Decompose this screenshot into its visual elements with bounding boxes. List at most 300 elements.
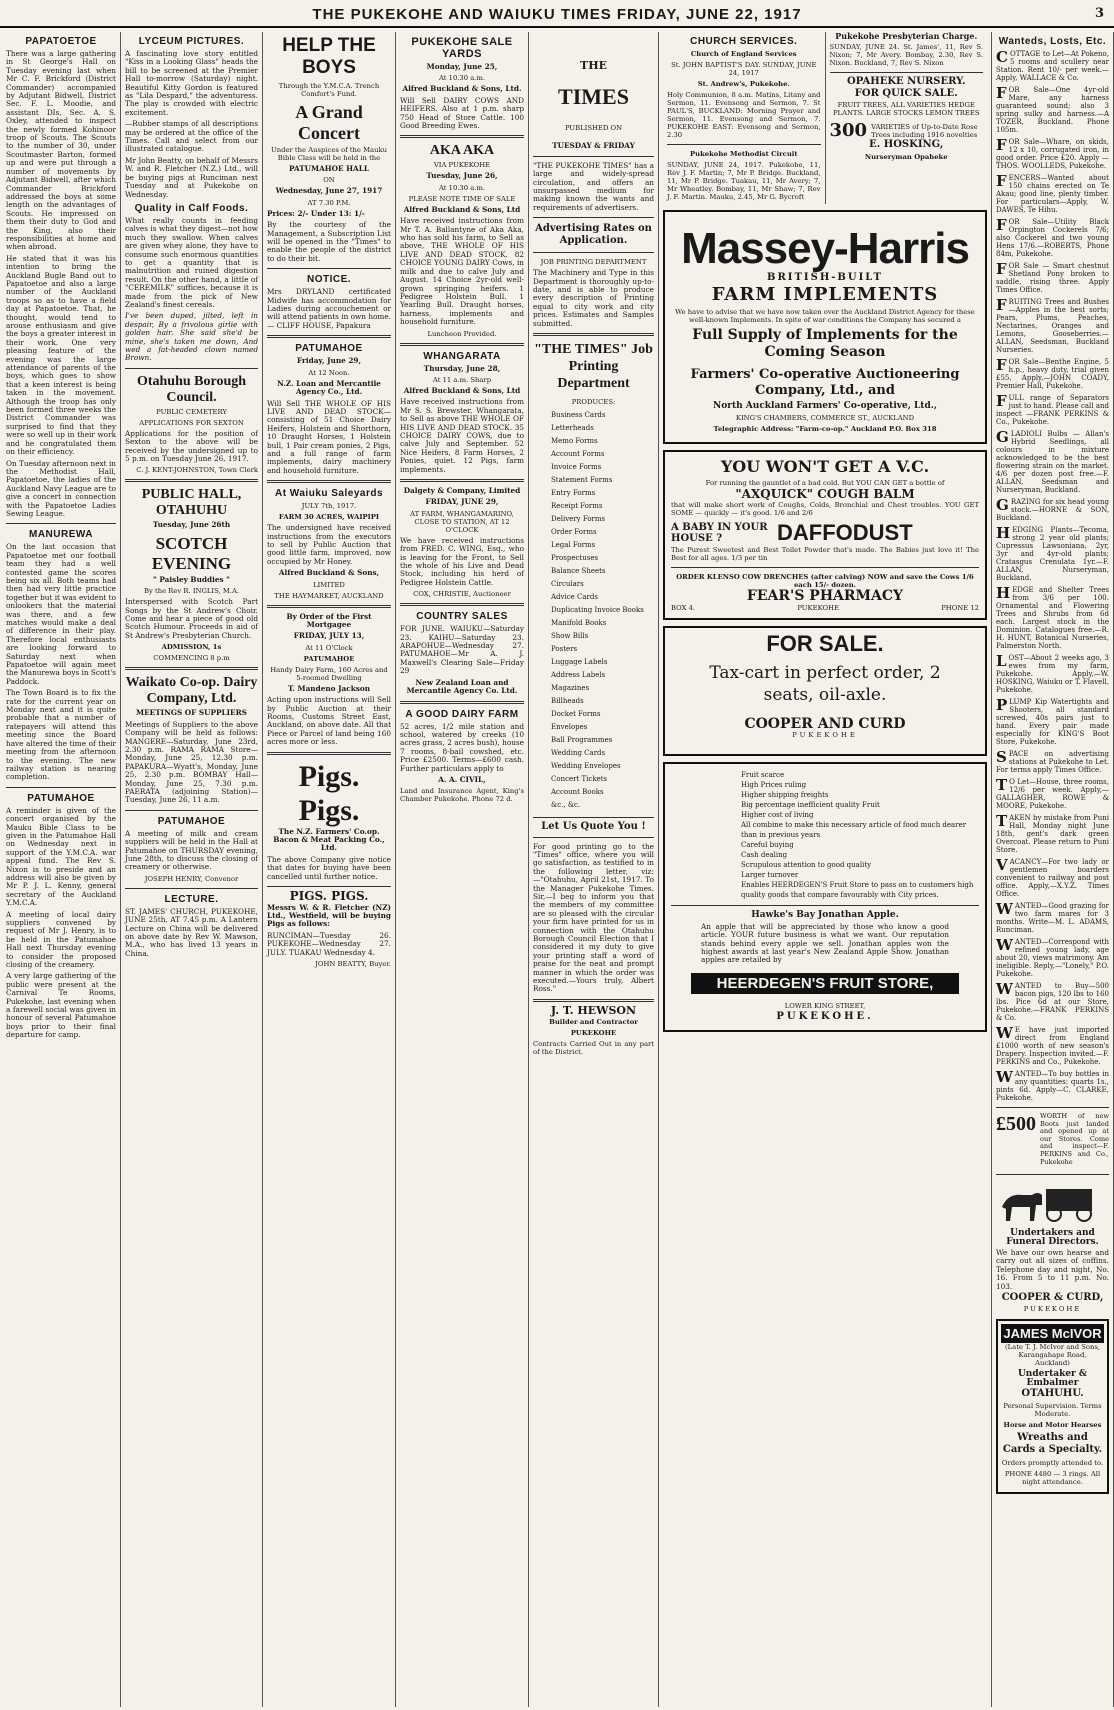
akaaka-sub: VIA PUKEKOHE (433, 161, 491, 170)
column-5 (529, 32, 659, 1707)
divider (533, 217, 654, 218)
akaaka-paragraph: Have received instructions from Mr T. A. Ballantyne of Aka Aka, who has sold his farm, to Sell as above, THE WHOLE OF HIS LIVE AND DEAD STOCK. 82 CHOICE YOUNG DAIRY Cows, in milk and due to calve July and August. 14 Choice 2yr-old well-grown springing heifers. 1 Pedigree Holstein Bull. 1 Yearling Bull. Draught horses, harness, implements and household furniture. (400, 216, 524, 327)
lecture-heading: LECTURE. (164, 893, 219, 905)
product-item: Delivery Forms (551, 515, 606, 524)
patumahoe-heading: PATUMAHOE (157, 815, 226, 827)
taxcart-text: Tax-cart in perfect order, 2 seats, oil-axle. (709, 663, 941, 706)
mcivor-place: OTAHUHU. (1021, 1388, 1084, 1400)
fears-footer (671, 604, 979, 612)
alfred-ltd: LIMITED (313, 580, 345, 589)
alfred-label: Alfred Buckland & Sons, Ltd (403, 385, 521, 395)
scotch-evening-heading: SCOTCH EVENING (151, 533, 232, 573)
column-3 (263, 32, 396, 1707)
mcivor-personal: Personal Supervision. Terms Moderate. (1003, 1401, 1102, 1418)
product-item: Luggage Labels (551, 658, 608, 667)
sale-date: Monday, June 25, (426, 62, 498, 71)
methodist-heading: Pukekohe Methodist Circuit (690, 150, 798, 158)
mortgagee-time: At 11 O'Clock (305, 643, 353, 652)
jackson-paragraph: Acting upon instructions will Sell by Public Auction at their Rooms, Customs Street East, Auckland, on above date. All that Piece or Parcel of land being 160 acres more or less. (267, 695, 391, 747)
mortgagee-place: PATUMAHOE (303, 654, 355, 663)
fruit-item: Fruit scarce (741, 771, 785, 780)
product-item: Statement Forms (551, 476, 613, 485)
help-boys-heading: HELP THE BOYS (282, 35, 376, 78)
papatoetoe-paragraph: There was a large gathering in St George's Hall on Tuesday evening last when Mr C. F. Brickford (District Commander) accompanied by Adjutant Bidwell, District Sec. F. L. Moodie, and assistant DIs, Sec. A. S. Oxley, attended to inspect the newly formed Kohinoor troop of Scouts. The Scouts to the number of 30, under Scoutmaster Barton, formed up and were put through a number of movements by Adjutant Bidwell, after which Commander Brickford addressed the boys at some length on the advantages of Scouts. He impressed on them their duty to God and the King, also their responsibilities at home and when abroad. (6, 49, 116, 252)
waiuku-date: JULY 7th, 1917. (301, 502, 357, 511)
dalgety-place: AT FARM, WHANGAMARINO, CLOSE TO STATION, AT 12 O'CLOCK (410, 509, 514, 534)
whangarata-time: At 11 a.m. Sharp (432, 375, 492, 384)
akaaka-time: At 10.30 a.m. (438, 183, 486, 192)
classified-ad: PLUMP Kip Watertights and Shooters, all standard screwed, 40s pairs just to hand. Every pair made especially for KING'S Boot Store, Pukekohe. (996, 696, 1109, 746)
product-item: Prospectuses (551, 554, 599, 563)
admission: ADMISSION, 1s (161, 643, 222, 652)
classified-ad: FOR Sale—Utility Black Orpington Cockerels 7/6; also Cockerel and two young Hens 17/6.—ROBERTS, Phone 84m, Pukekohe. (996, 216, 1109, 258)
nurseryman-label: Nurseryman Opaheke (864, 152, 948, 161)
product-item: Letterheads (551, 424, 594, 433)
quote-label: Let Us Quote You ! (541, 821, 646, 833)
product-item: Order Forms (551, 528, 597, 537)
sexton-label: APPLICATIONS FOR SEXTON (139, 418, 244, 427)
patumahoe-heading: PATUMAHOE (295, 343, 363, 355)
manurewa-paragraph: The Town Board is to fix the rate for the current year on Monday next and it is quite probable that a number of ratepayers will attend this meeting since the Board have altered the time of their meeting from the afternoon to the evening. The new railway station is nearing completion. (6, 688, 116, 782)
product-item: Magazines (551, 684, 590, 693)
patumahoe-paragraph: A very large gathering of the public were present at the Carnival Te Rooms, Pukekohe, last evening when a farewell social was given in honour of several Patumahoe boys prior to their final departure for camp. (6, 971, 116, 1040)
concert-date: Wednesday, June 27, 1917 (275, 186, 383, 196)
mcivor-banner: JAMES McIVOR (1001, 1324, 1104, 1343)
product-item: Wedding Envelopes (551, 762, 621, 771)
pounds-big: £500 (996, 1113, 1036, 1135)
methodist-text: SUNDAY, JUNE 24, 1917. Pukekohe, 11, Rev J. F. Martin; 7, Mr P. Bridge. Buckland, 11, Mr P. Bridge. Tuakau, 11, Mr Avery; 7, Mr Wheatley. Bombay, 11, Mr Shaw; 7, Rev J. F. Martin. Mauku, 2.45, Mr G. Bycroft (667, 161, 821, 201)
product-item: Billheads (551, 697, 584, 706)
published-label: PUBLISHED ON (564, 124, 623, 133)
papatoetoe-paragraph: He stated that it was his intention to bring the Auckland Bugle Band out to Papatoetoe and also a large number of the Auckland troops so as to have a field day at Papatoetoe. That, he thought, would tend to arouse enthusiasm and give the boys a greater interest in their work. One very pleasing feature of the evening was the large attendance of parents of the boys, which goes to show that a keen interest is being taken in the movement. Although the troop has only been formed three weeks the District Commander was surprised to find that they were so well up in their work and he congratulated them on their efficiency. (6, 253, 116, 457)
cooper-place: PUKEKOHE (1023, 1305, 1082, 1314)
job-paragraph: The Machinery and Type in this Department is thoroughly up-to-date, and is able to produce every description of Printing equal to city work and city prices. Estimates and Samples submitted. (533, 268, 654, 328)
patumahoe-heading: PATUMAHOE (27, 792, 95, 804)
divider (667, 144, 821, 145)
times-paragraph: "THE PUKEKOHE TIMES" has a large and widely-spread circulation, and offers an unsurpassed medium for making known the wants and requirements of advertisers. (533, 160, 654, 212)
divider (996, 1174, 1109, 1175)
jackson-label: T. Mandeno Jackson (287, 683, 371, 693)
fletcher-schedule: RUNCIMAN—Tuesday 26. PUKEKOHE—Wednesday 27. JULY. TUAKAU Wednesday 4. (267, 930, 391, 957)
produces-label: PRODUCES: (571, 398, 616, 407)
waiuku-paragraph: The undersigned have received instructions from the executors to sell by Public Auction that good little farm, improved, now occupied by Mr Honey. (267, 523, 391, 566)
pigs-subheading: PIGS. PIGS. (289, 889, 369, 904)
classified-ad: FULL range of Separators just to hand. Please call and inspect —FRANK PERKINS & Co., Pukekohe. (996, 392, 1109, 426)
fears-box: BOX 4. (671, 603, 696, 612)
dairy-farm-heading: A GOOD DAIRY FARM (405, 708, 519, 720)
fletcher-label: Messrs W. & R. Fletcher (NZ) Ltd., Westfield, will be buying Pigs as follows: (267, 902, 391, 929)
divider (830, 72, 984, 73)
classified-ad: GRAZING for six head young stock.—HORNE & SON, Buckland. (996, 496, 1109, 522)
axquick-label: "AXQUICK" COUGH BALM (735, 486, 915, 501)
classified-ad: WANTED—To buy bottles in any quantities: quarts 1s., pints 6d. Apply—C. CLARKE, Pukekohe. (996, 1068, 1109, 1102)
fruit-item: Larger turnover (741, 871, 799, 880)
product-item: Account Forms (551, 450, 605, 459)
farmers-coop: Farmers' Co-operative Auctioneering Company, Ltd., and (690, 367, 960, 399)
papatoetoe-paragraph: On Tuesday afternoon next in the Methodist Hall, Papatoetoe, the ladies of the Auckland Navy League are to give a concert in connection with the Papatoetoe Ladies Sewing League. (6, 458, 116, 518)
north-auckland: North Auckland Farmers' Co-operative, Ltd., (712, 401, 938, 412)
heerdegen-place: PUKEKOHE. (776, 1010, 874, 1022)
letter-paragraph: For good printing go to the "Times" office, where you will go satisfaction, as testified to in the following letter, viz:—"Otahuhu, April 21st, 1917. To the Manager Pukekohe Times. Sir,—I beg to inform you that the members of my committee are so pleased with the circular your firm have printed for us in connection with the Otahuhu Borough Council Election that I considered it my duty to give your printing staff a word of praise for the neat and prompt manner in which the order was executed.—Yours truly, Albert Ross." (533, 841, 654, 994)
manurewa-heading: MANUREWA (29, 529, 93, 541)
mortgagee-date: FRIDAY, JULY 13, (293, 631, 365, 641)
varieties-row (830, 120, 984, 141)
divider (125, 888, 258, 889)
dairy-farm-paragraph: 52 acres, 1/2 mile station and school, watered by creeks (10 acres grass, 2 acres bush), house 7 rooms, 8-bail cowshed, etc. Price £2500. Terms—£600 cash. Further particulars apply to (400, 721, 524, 773)
product-item: Show Bills (551, 632, 589, 641)
otahuhu-signature: C. J. KENT-JOHNSTON, Town Clerk (136, 466, 258, 475)
job-big-heading: "THE TIMES" Job Printing Department (534, 342, 653, 392)
heerdegen-address: LOWER KING STREET, (784, 1001, 866, 1010)
dalgety-label: Dalgety & Company, Limited (403, 486, 521, 495)
church-england: Church of England Services (690, 50, 797, 58)
classified-ad: TAKEN by mistake from Puni Hall, Monday night June 18th, gent's dark green Overcoat. Please return to Puni Store. (996, 812, 1109, 854)
baby-row (671, 520, 979, 546)
divider (533, 817, 654, 818)
massey-harris-ad (663, 210, 987, 444)
divider (533, 156, 654, 157)
nzloan-label: New Zealand Loan and Mercantile Agency Co. Ltd. (406, 677, 518, 696)
country-sales-heading: COUNTRY SALES (416, 611, 508, 623)
civil-label: A. A. CIVIL, (438, 774, 486, 784)
country-sales-paragraph: FOR JUNE. WAIUKU—Saturday 23. KAIHU—Saturday 23. ARAPOHUE—Wednesday 27. PATUMAHOE—Mr A. J. Maxwell's Clearing Sale—Friday 29 (400, 624, 524, 676)
lyceum-heading: LYCEUM PICTURES. (138, 36, 245, 47)
presbyterian-heading: Pukekohe Presbyterian Charge. (835, 32, 978, 41)
concert-time: AT 7.30 P.M. (307, 198, 351, 207)
fruit-list (671, 770, 979, 900)
haymarket: THE HAYMARKET, AUCKLAND (274, 591, 384, 600)
divider (533, 837, 654, 838)
patumahoe-paragraph: A meeting of milk and cream suppliers will be held in the Hall at Patumahoe on THURSDAY evening, June 28th, to discuss the closing of creamery or otherwise. (125, 828, 258, 872)
notice-heading: NOTICE. (306, 274, 352, 286)
boots-ad (996, 1113, 1109, 1169)
divider (6, 787, 116, 788)
papatoetoe-heading: PAPATOETOE (25, 36, 97, 47)
wanted-list (996, 50, 1109, 1102)
hewson-sub: Builder and Contractor (549, 1018, 638, 1027)
divider (400, 603, 524, 606)
classified-ad: TO Let—House, three rooms, 12/6 per week. Apply,—GALLAGHER, ROWE & MOORE, Pukekohe. (996, 776, 1109, 810)
product-item: Memo Forms (551, 437, 598, 446)
product-item: Posters (551, 645, 578, 654)
presbyterian-text: SUNDAY, JUNE 24. St. James', 11, Rev S. Nixon; 7, Mr Avery. Bombay, 2.30, Rev S. Nixon. Buckland, 7, Rev S. Nixon (829, 43, 983, 68)
page-number: 3 (1094, 6, 1104, 21)
axquick-text: that will make short work of Coughs, Colds, Bronchial and Chest troubles. YOU GET SOME — quickly — it's good. 1/6 and 2/6 (671, 501, 979, 518)
paisley-title: " Paisley Buddies " (153, 574, 230, 584)
classified-ad: HEDGING Plants—Tecoma, strong 2 year old plants; Cupressus Lawsoniana, 2yr, 3yr and 4yr-old plants; Cratasgus Crenulata 1yr.—F. ALLAN, Nurseryman, Buckland. (996, 524, 1109, 582)
hawke-paragraph: An apple that will be appreciated by those who know a good article. YOUR future business is what we want. Our reputation stands behind every apple we sell. Jonathan apples won the highest awards at last year's New Zealand Apple Show. Jonathan apples are retailed by (701, 921, 949, 965)
calf-heading: Quality in Calf Foods. (134, 202, 249, 214)
fruit-item: Cash dealing (741, 851, 788, 860)
waikato-paragraph: Meetings of Suppliers to the above Company will be held as follows: MANGERE—Saturday, June 23rd, 2.30 p.m. RAMA RAMA Store—Monday, June 25, 12.30 p.m. PAPAKURA—Wyatt's, Monday, June 25, 2.30 p.m. BOMBAY Hall—Monday, June 25, 7.30 p.m. PAERATA (adjoining Station)—Tuesday, June 26, 11 a.m. (125, 719, 258, 805)
classified-ad: FRUITING Trees and Bushes—Apples in the best sorts; Pears, Plums, Peaches, Nectarines, Oranges and Lemons, Gooseberries.—ALLAN, Seedsman, Buckland Nurseries. (996, 296, 1109, 354)
baby-label: A BABY IN YOUR HOUSE ? (671, 522, 768, 545)
classified-ad: LOST—About 2 weeks ago, 3 ewes from my farm, Pukekohe. Apply,—W. HOSKING, Waiuku or T. Flavell, Pukekohe. (996, 652, 1109, 694)
patumahoe-paragraph: A reminder is given of the concert organised by the Mauku Bible Class to be given in the Patumahoe Hall on Wednesday next in support of the Y.M.C.A. war appeal fund. The Rev S. Nixon is to preside and an address will also be given by Mr P. J. L. Kenny, general secretary of the Auckland Y.M.C.A. (6, 805, 116, 908)
rates-label: Advertising Rates on Application. (535, 223, 652, 247)
vc-text: For running the gauntlet of a bad cold. But YOU CAN GET a bottle of (705, 478, 945, 487)
varieties-text: VARIETIES of Up-to-Date Rose Trees including 1916 novelties (871, 122, 978, 139)
classified-ad: FOR Sale—Whare, on skids, 12 x 10, corrugated iron, in good order. Price £20. Apply — THOS. WOOLLEDS, Pukekohe. (996, 136, 1109, 170)
telegraph: Telegraphic Address: "Farm-co-op." Auckland P.O. Box 318 (713, 424, 937, 433)
divider (125, 368, 258, 369)
akaaka-heading: AKA AKA (429, 143, 495, 159)
product-item: Manifold Books (551, 619, 607, 628)
pigs-heading: Pigs. Pigs. (298, 759, 360, 827)
divider (671, 905, 979, 906)
dalgety-paragraph: We have received instructions from FRED. C. WING, Esq., who is leaving for the Front, to Sell the whole of his Live and Dead Stock, including his herd of Pedigree Holstein Cattle. (400, 535, 524, 587)
sale-paragraph: Will Sell DAIRY COWS AND HEIFERS. Also at 1 p.m. sharp 750 Head of Store Cattle. 100 Good Breeding Ewes. (400, 95, 524, 131)
concert-prices: Prices: 2/- Under 13: 1/- (267, 208, 365, 218)
fruit-item: All combine to make this necessary article of food much dearer than in previous years (741, 821, 967, 840)
classified-ad: GLADIOLI Bulbs — Allan's Hybrid Seedlings, all colours in mixture acknowledged to be the best flowering strain on the market. 4/6 per dozen post free.—F. ALLAN, Seedsman and Nurseryman, Buckland. (996, 428, 1109, 494)
hosking-label: E. HOSKING, (869, 139, 944, 151)
product-item: Concert Tickets (551, 775, 608, 784)
classified-ad: FOR Sale — Smart chestnut Shetland Pony broken to saddle, rising three. Apply Times Office. (996, 260, 1109, 294)
vc-heading: YOU WON'T GET A V.C. (720, 456, 930, 476)
divider (400, 343, 524, 346)
product-item: Address Labels (551, 671, 606, 680)
divider (533, 252, 654, 253)
classified-ad: SPACE on advertising stations at Pukekohe to Let. For terms apply Times Office. (996, 748, 1109, 774)
nzloan-paragraph: Will Sell THE WHOLE OF HIS LIVE AND DEAD STOCK—consisting of 51 Choice Dairy Heifers, Holstein and Shorthorn, 10 Draught Horses, 1 Holstein bull, 1 Pair cream ponies, 2 Pigs, and a full range of farm implements, dairy machinery and household furniture. (267, 398, 391, 475)
public-hall-heading: PUBLIC HALL, OTAHUHU (141, 487, 242, 519)
patumahoe-time: At 12 Noon. (308, 368, 350, 377)
fruit-item: Scrupulous attention to good quality (741, 861, 872, 870)
mcivor-role: Undertaker & Embalmer (1017, 1369, 1088, 1388)
waiuku-sub: FARM 30 ACRES, WAIPIPI (278, 513, 380, 522)
cooper-place: PUKEKOHE (792, 731, 858, 740)
nursery-heading: OPAHEKE NURSERY. (847, 76, 966, 88)
divider (6, 523, 116, 524)
fears-phone: PHONE 12 (941, 603, 979, 612)
product-item: Account Books (551, 788, 604, 797)
fears-place: PUKEKOHE (797, 603, 839, 612)
the-label: THE (580, 59, 607, 72)
hearse-illustration-icon (998, 1181, 1108, 1223)
alfred-label: Alfred Buckland & Sons, (278, 568, 380, 578)
notice-paragraph: Mrs DRYLAND certificated Midwife has accommodation for Ladies during accouchement or will attend patients in own home. — CLIFF HOUSE, Papakura (267, 287, 391, 330)
divider (267, 335, 391, 338)
public-hall-date: Tuesday, June 26th (152, 520, 231, 530)
classified-ad: COTTAGE to Let—At Pokeno, 5 rooms and scullery near Station. Rent 10/- per week.—Apply, WALLACE & Co. (996, 48, 1109, 82)
fruit-item: Higher shipping freights (741, 791, 829, 800)
divider (267, 605, 391, 608)
job-heading: JOB PRINTING DEPARTMENT (540, 258, 647, 267)
fruit-item: Careful buying (741, 841, 794, 850)
civil-paragraph: Land and Insurance Agent, King's Chamber Pukekohe. Phone 72 d. (400, 787, 524, 804)
full-supply: Full Supply of Implements for the Coming Season (692, 327, 958, 361)
mcivor-phone: PHONE 4480 — 3 rings. All night attendance. (1004, 1469, 1101, 1486)
help-paragraph: By the courtesy of the Management, a Subscription List will be opened in the "Times" to enable the people of the district to do their bit. (267, 220, 391, 263)
dalgety-date: FRIDAY, JUNE 29, (425, 497, 499, 507)
lecture-paragraph: ST. JAMES' CHURCH, PUKEKOHE, JUNE 25th, AT 7.45 p.m. A Lantern Lecture on China will be delivered on above date by Rev W. Mawson, M.A., who has lived 13 years in China. (125, 906, 258, 958)
alfred-label: Alfred Buckland & Sons, Ltd. (402, 84, 522, 94)
farm-implements: FARM IMPLEMENTS (711, 284, 939, 306)
lyceum-paragraph: Mr John Beatty, on behalf of Messrs W. and R. Fletcher (N.Z.) Ltd., will be buying pigs at Runciman next Tuesday and at Pukekohe on Wednesday. (125, 155, 258, 199)
masthead (0, 0, 1114, 28)
hewson-label: J. T. HEWSON (550, 1003, 637, 1017)
help-subtitle: Through the Y.M.C.A. Trench Comfort's Fund. (278, 82, 380, 98)
patumahoe-signature: JOSEPH HENRY, Convenor (144, 874, 239, 883)
pounds-text: WORTH of new Boots just landed and opened up at our Stores. Come and inspect—F. PERKINS and Co., Pukekohe (1040, 1112, 1109, 1166)
classified-ad: VACANCY—For two lady or gentlemen boarders convenient to railway and post office. Apply,—X.Y.Z. Times Office. (996, 856, 1109, 898)
akaaka-date: Tuesday, June 26, (426, 171, 498, 181)
massey-harris-title: Massey-Harris (681, 224, 969, 273)
calf-paragraph: What really counts in feeding calves is what they digest—not how much they swallow. When calves are given whey alone, they have to consume such enormous quantities to get a quantity that is malnutrition and ruined digestion result. On the other hand, a little of "CEREMILK" suffices, because it is made from the pick of New Zealand's finest cereals. (125, 215, 258, 309)
hall-name: PATUMAHOE HALL (289, 164, 369, 173)
product-item: Invoice Forms (551, 463, 602, 472)
divider (533, 333, 654, 336)
meetings-label: MEETINGS OF SUPPLIERS (136, 708, 247, 718)
product-item: Entry Forms (551, 489, 596, 498)
mortgagee-heading: By Order of the First Mortgagee (286, 611, 372, 629)
patumahoe-paragraph: A meeting of local dairy suppliers convened by request of Mr J. Henry, is to be held in the Patumahoe Hall next Thursday evening to consider the proposed closing of the creamery. (6, 909, 116, 970)
nzloan-label: N.Z. Loan and Mercantile Agency Co., Ltd. (277, 378, 381, 397)
fletcher-signature: JOHN BEATTY, Buyer. (315, 959, 391, 968)
hewson-paragraph: Contracts Carried Out in any part of the District. (533, 1040, 654, 1057)
classified-ad: FOR Sale—Benthe Engine, 5 h.p., heavy duty, trial given £55. Apply,—JOHN COADY, Premier Hall, Pukekohe. (996, 356, 1109, 390)
fruit-item: Higher cost of living (741, 811, 814, 820)
varieties-number: 300 (829, 120, 868, 142)
product-item: Advice Cards (551, 593, 598, 602)
cemetery-label: PUBLIC CEMETERY (156, 407, 227, 416)
undertakers-paragraph: We have our own hearse and carry out all sizes of coffins. Telephone day and night, No. 16. From 5 to 11 p.m. No. 103. (996, 1247, 1109, 1291)
mcivor-sub: (Late T. J. McIvor and Sons, Karangahape Road, Auckland) (1004, 1343, 1100, 1368)
divider (400, 701, 524, 704)
sale-time: At 10.30 a.m. (438, 74, 486, 83)
heerdegen-banner: HEERDEGEN'S FRUIT STORE, (691, 973, 959, 994)
luncheon: Luncheon Provided. (427, 329, 497, 338)
divider (400, 479, 524, 482)
column-7 (992, 32, 1114, 1707)
classified-ad: FOR Sale—One 4yr-old Mare, any harness guaranteed sound; also 3 spring sulky and harness.—A TOZER, Buckland. Phone 105m. (996, 84, 1109, 134)
divider (125, 667, 258, 670)
divider (125, 810, 258, 811)
divider (267, 480, 391, 483)
mcivor-hearse: Horse and Motor Hearses (1003, 1420, 1102, 1429)
mcivor-orders: Orders promptly attended to. (1001, 1458, 1104, 1467)
divider (533, 999, 654, 1002)
paisley-by: By the Rev R. INGLIS, M.A. (143, 587, 240, 596)
classified-ad: WANTED—Good grazing for two farm mares for 3 months. Write—M. L. ADAMS, Runciman. (996, 900, 1109, 934)
cooper-label: COOPER AND CURD (744, 716, 906, 733)
for-sale-heading: FOR SALE. (766, 630, 884, 656)
divider (267, 268, 391, 269)
concert-heading: A Grand Concert (295, 102, 363, 143)
for-sale-ad (663, 626, 987, 757)
church-nursery-row (663, 32, 987, 204)
st-andrews-text: Holy Communion, 8 a.m. Matins, Litany and Sermon, 11. Evensong and Sermon, 7. St PAUL'S, BUCKLAND: Morning Prayer and Sermon, 11. Evensong and Sermon, 7. PUKEKOHE EAST: Evensong and Sermon, 2.30 (667, 91, 821, 139)
days-label: TUESDAY & FRIDAY (552, 141, 635, 151)
classified-ad: WANTED—Correspond with refined young lady, age about 20, views matrimony. Am ineligible. Reply,—"Lonely," P.O. Pukekohe. (996, 936, 1109, 978)
divider (400, 135, 524, 138)
divider (267, 752, 391, 755)
product-item: Balance Sheets (551, 567, 606, 576)
mcivor-ad (996, 1319, 1109, 1493)
waiuku-heading: At Waiuku Saleyards (274, 488, 384, 500)
product-item: Duplicating Invoice Books (551, 606, 644, 615)
daffodust-text: The Purest Sweetest and Best Toilet Powder that's made. The Babies just love it! The Best for all ages. 1/3 per tin (671, 546, 979, 563)
lyceum-paragraph: A fascinating love story entitled "Kiss in a Looking Glass" heads the bill to be screened at the Premier Hall to-morrow (Saturday) night. Beautiful Kitty Gordon is featured as "Lila Despard," the adventuress. The play is crowded with electric excitement. (125, 49, 258, 117)
bacon-paragraph: The above Company give notice that dates for buying have been cancelled until further notice. (267, 854, 391, 881)
classified-ad: HEDGE and Shelter Trees from 3/6 per 100. Ornamental and Flowering Trees and Shrubs from 6d each. Largest stock in the Dominion. Catalogues free.—R. H. HUNT, Botanical Nurseries, Palmerston North. (996, 584, 1109, 650)
dalgety-signature: COX, CHRISTIE, Auctioneer (413, 590, 511, 599)
akaaka-note: PLEASE NOTE TIME OF SALE (408, 194, 516, 203)
classified-ad: WE have just imported direct from England £1000 worth of new season's Drapery. Inspection invited.—F. PERKINS and Co., Pukekohe. (996, 1024, 1109, 1066)
divider (267, 886, 391, 887)
product-item: Docket Forms (551, 710, 601, 719)
whangarata-date: Thursday, June 28, (423, 363, 501, 373)
product-item: Business Cards (551, 411, 606, 420)
product-item: Ball Programmes (551, 736, 613, 745)
bacon-company: The N.Z. Farmers' Co.op. Bacon & Meat Packing Co., Ltd. (273, 826, 385, 853)
fruit-item: High Prices ruling (741, 781, 807, 790)
poem: I've been duped, jilted, left in despair, By a frivolous girlie with golden hair. She said she'd be mine, she's taken me down, And wed a fat-headed clown named Brown. (125, 311, 258, 363)
divider (671, 567, 979, 568)
british-built: BRITISH-BUILT (767, 272, 883, 283)
hawke-heading: Hawke's Bay Jonathan Apple. (751, 910, 899, 921)
divider (996, 1107, 1109, 1108)
sale-yards-heading: PUKEKOHE SALE YARDS (411, 36, 513, 60)
church-england-text: St. JOHN BAPTIST'S DAY. SUNDAY, JUNE 24, 1917 (671, 61, 817, 77)
whangarata-heading: WHANGARATA (423, 350, 501, 362)
daffodust-label: DAFFODUST (777, 520, 913, 546)
manurewa-paragraph: On the last occasion that Papatoetoe met our football team they had a well contested game the scores being six all. Both teams had then had very little practice together but it was evident to onlookers that the material was there, and a few matches would make a deal of difference in their play. Therefore local enthusiasts are looking forward to Saturday next when Papatoetoe will again meet the Manurewa boys in Scott's Paddock. (6, 542, 116, 686)
trees-text: FRUIT TREES, ALL VARIETIES HEDGE PLANTS. LARGE STOCKS LEMON TREES (832, 101, 980, 118)
whangarata-paragraph: Have received instructions from Mr S. S. Brewster, Whangarata, to Sell as above THE WHOLE OF HIS LIVE AND DEAD STOCK. 35 CHOICE DAIRY COWS, due to calve July and September. 52 Nice Heifers, 8 Farm Horses, 2 Ponies, quiet. 12 Pigs, farm implements. (400, 397, 524, 474)
paisley-paragraph: Interspersed with Scotch Part Songs by the St Andrew's Choir. Come and hear a piece of good old Scotch Humour. Proceeds in aid of St Andrew's Presbyterian Church. (125, 597, 258, 640)
column-4 (396, 32, 529, 1707)
heerdegen-ad (663, 762, 987, 1032)
mortgagee-sub: Handy Dairy Farm, 160 Acres and 5-roomed Dwelling (270, 665, 388, 682)
st-andrews: St. Andrew's, Pukekohe. (697, 80, 790, 88)
product-item: Receipt Forms (551, 502, 603, 511)
column-6 (659, 32, 992, 1707)
mcivor-wreaths: Wreaths and Cards a Specialty. (1002, 1431, 1103, 1455)
products-list (533, 409, 654, 812)
klenso-text: ORDER KLENSO COW DRENCHES (after calving) NOW and save the Cows 1/6 each 15/- dozen. (676, 573, 974, 590)
column-2 (121, 32, 263, 1707)
classified-ad: FENCERS—Wanted about 150 chains erected on Te Akau; good line, plenty timber. For particulars—Apply, W. DAWES, Te Hihu. (996, 172, 1109, 214)
lyceum-paragraph: —Rubber stamps of all descriptions may be ordered at the office of the Times. Call and select from our illustrated catalogue. (125, 119, 258, 154)
product-item: Legal Forms (551, 541, 596, 550)
fruit-item: Big percentage inefficient quality Fruit (741, 801, 880, 810)
product-item: Circulars (551, 580, 584, 589)
kings-chambers: KING'S CHAMBERS, COMMERCE ST., AUCKLAND (735, 413, 915, 422)
fears-label: FEAR'S PHARMACY (746, 588, 904, 605)
patumahoe-date: Friday, June 29, (296, 356, 362, 366)
waikato-heading: Waikato Co-op. Dairy Company, Ltd. (125, 675, 258, 707)
times-label: TIMES (558, 84, 629, 110)
classified-ad: WANTED to Buy—500 bacon pigs, 120 lbs to 160 lbs. Pice 6d at our Store, Pukekohe.—FRANK PERKINS & Co. (996, 980, 1109, 1022)
massey-paragraph: We have to advise that we have now taken over the Auckland District Agency for these well-known Implements. In spite of war conditions the Company has secured a (675, 308, 975, 325)
pharmacy-ad (663, 450, 987, 620)
hewson-place: PUKEKOHE (570, 1029, 617, 1038)
otahuhu-heading: Otahuhu Borough Council. (136, 373, 247, 405)
alfred-label: Alfred Buckland & Sons, Ltd (403, 204, 521, 214)
commencing: COMMENCING 8 p.m (153, 654, 230, 663)
product-item: Wedding Cards (551, 749, 606, 758)
wanteds-heading: Wanteds, Losts, Etc. (998, 36, 1107, 47)
cooper-curd: COOPER & CURD, (1001, 1292, 1104, 1303)
otahuhu-paragraph: Applications for the position of Sexton to the above will be received by the undersigned up to 5 p.m. on Tuesday June 26, 1917. (125, 428, 258, 464)
undertakers-heading: Undertakers and Funeral Directors. (1006, 1228, 1099, 1247)
fruit-item: Enables HEERDEGEN'S Fruit Store to pass on to customers high quality goods that compare favourably with City prices. (741, 881, 974, 900)
divider (125, 479, 258, 482)
church-heading: CHURCH SERVICES. (690, 36, 798, 47)
product-item: Envelopes (551, 723, 588, 732)
